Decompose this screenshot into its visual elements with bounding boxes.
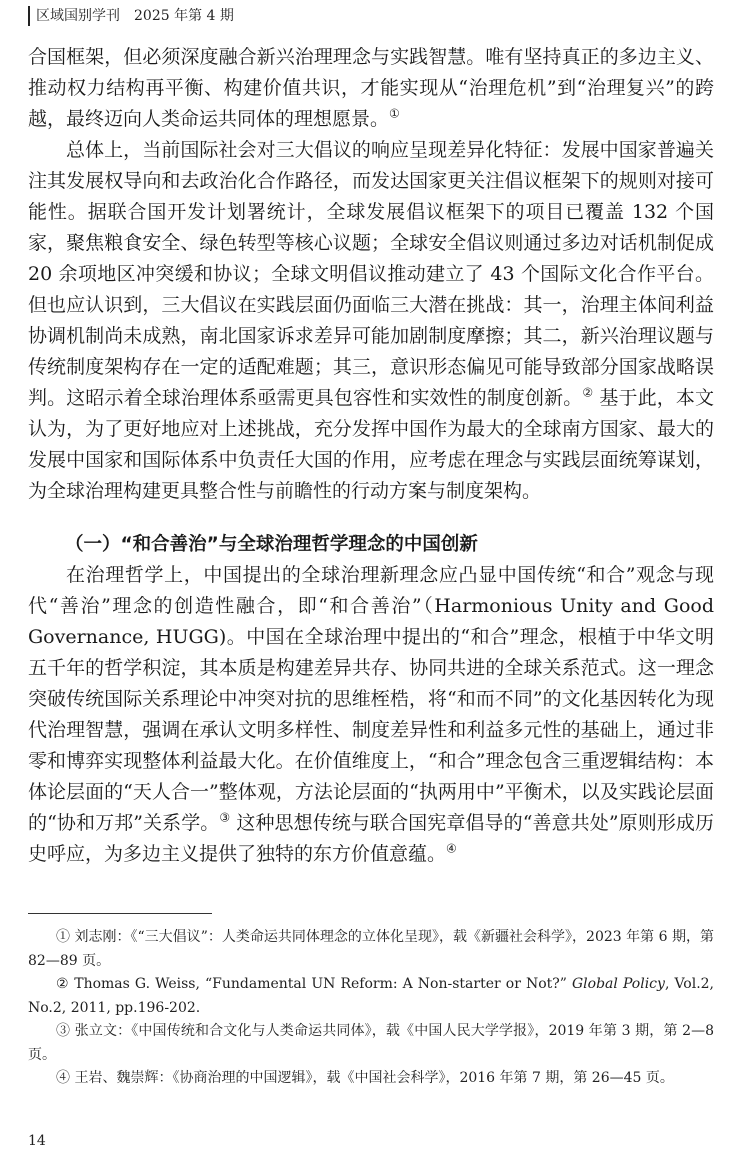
footnote-ref-4[interactable]: ④: [446, 841, 457, 856]
footnote-ref-1[interactable]: ①: [389, 106, 400, 121]
footnote-2-text-b: , Vol.2, No.2, 2011, pp.196-202.: [28, 976, 714, 1016]
footnote-4: ④ 王岩、魏崇辉：《协商治理的中国逻辑》，载《中国社会科学》，2016 年第 7 期，第 26—45 页。: [56, 1070, 674, 1086]
paragraph-2: [28, 135, 714, 507]
main-body: [28, 42, 714, 870]
footnote-ref-2[interactable]: ②: [582, 385, 594, 400]
footnote-2-text-a: ② Thomas G. Weiss, “Fundamental UN Reform: A Non-starter or Not?”: [56, 976, 572, 992]
footnote-2-journal: Global Policy: [572, 976, 665, 992]
paragraph-3-text-a: 在治理哲学上，中国提出的全球治理新理念应凸显中国传统“和合”观念与现代“善治”理念的创造性融合，即“和合善治”（Harmonious Unity and Good Governance, HUGG)。中国在全球治理中提出的“和合”理念，根植于中华文明五千年的哲学积淀，其本质是构建差异共存、协同共进的全球关系范式。这一理念突破传统国际关系理论中冲突对抗的思维桎梏，将“和而不同”的文化基因转化为现代治理智慧，强调在承认文明多样性、制度差异性和利益多元性的基础上，通过非零和博弈实现整体利益最大化。在价值维度上，“和合”理念包含三重逻辑结构：本体论层面的“天人合一”整体观，方法论层面的“执两用中”平衡术，以及实践论层面的“协和万邦”关系学。: [28, 564, 714, 834]
running-header: 区域国别学刊 2025 年第 4 期: [28, 6, 234, 26]
paragraph-2-text-b: 基于此，本文认为，为了更好地应对上述挑战，充分发挥中国作为最大的全球南方国家、最大的发展中国家和国际体系中负责任大国的作用，应考虑在理念与实践层面统筹谋划，为全球治理构建更具整合性与前瞻性的行动方案与制度架构。: [28, 387, 714, 502]
paragraph-1: [28, 42, 714, 135]
footnote-1: ① 刘志刚：《“三大倡议”：人类命运共同体理念的立体化呈现》，载《新疆社会科学》，2023 年第 6 期，第 82—89 页。: [28, 929, 714, 969]
paragraph-1-text: 合国框架，但必须深度融合新兴治理理念与实践智慧。唯有坚持真正的多边主义、推动权力结构再平衡、构建价值共识，才能实现从“治理危机”到“治理复兴”的跨越，最终迈向人类命运共同体的理想愿景。: [28, 46, 714, 130]
page-number: 14: [28, 1133, 46, 1149]
footnote-2: [28, 973, 714, 1020]
footnote-3: ③ 张立文：《中国传统和合文化与人类命运共同体》，载《中国人民大学学报》，2019 年第 3 期，第 2—8 页。: [28, 1023, 714, 1063]
footnotes: [28, 926, 714, 1091]
paragraph-3: [28, 560, 714, 870]
footnote-ref-3[interactable]: ③: [219, 810, 231, 825]
paragraph-2-text-a: 总体上，当前国际社会对三大倡议的响应呈现差异化特征：发展中国家普遍关注其发展权导向和去政治化合作路径，而发达国家更关注倡议框架下的规则对接可能性。据联合国开发计划署统计，全球发展倡议框架下的项目已覆盖 132 个国家，聚焦粮食安全、绿色转型等核心议题；全球安全倡议则通过多边对话机制促成 20 余项地区冲突缓和协议；全球文明倡议推动建立了 43 个国际文化合作平台。但也应认识到，三大倡议在实践层面仍面临三大潜在挑战：其一，治理主体间利益协调机制尚未成熟，南北国家诉求差异可能加剧制度摩擦；其二，新兴治理议题与传统制度架构存在一定的适配难题；其三，意识形态偏见可能导致部分国家战略误判。这昭示着全球治理体系亟需更具包容性和实效性的制度创新。: [28, 139, 714, 409]
paragraph-3-text-b: 这种思想传统与联合国宪章倡导的“善意共处”原则形成历史呼应，为多边主义提供了独特的东方价值意蕴。: [28, 812, 714, 865]
section-heading: （一）“和合善治”与全球治理哲学理念的中国创新: [65, 534, 478, 555]
footnote-separator: [28, 913, 212, 914]
